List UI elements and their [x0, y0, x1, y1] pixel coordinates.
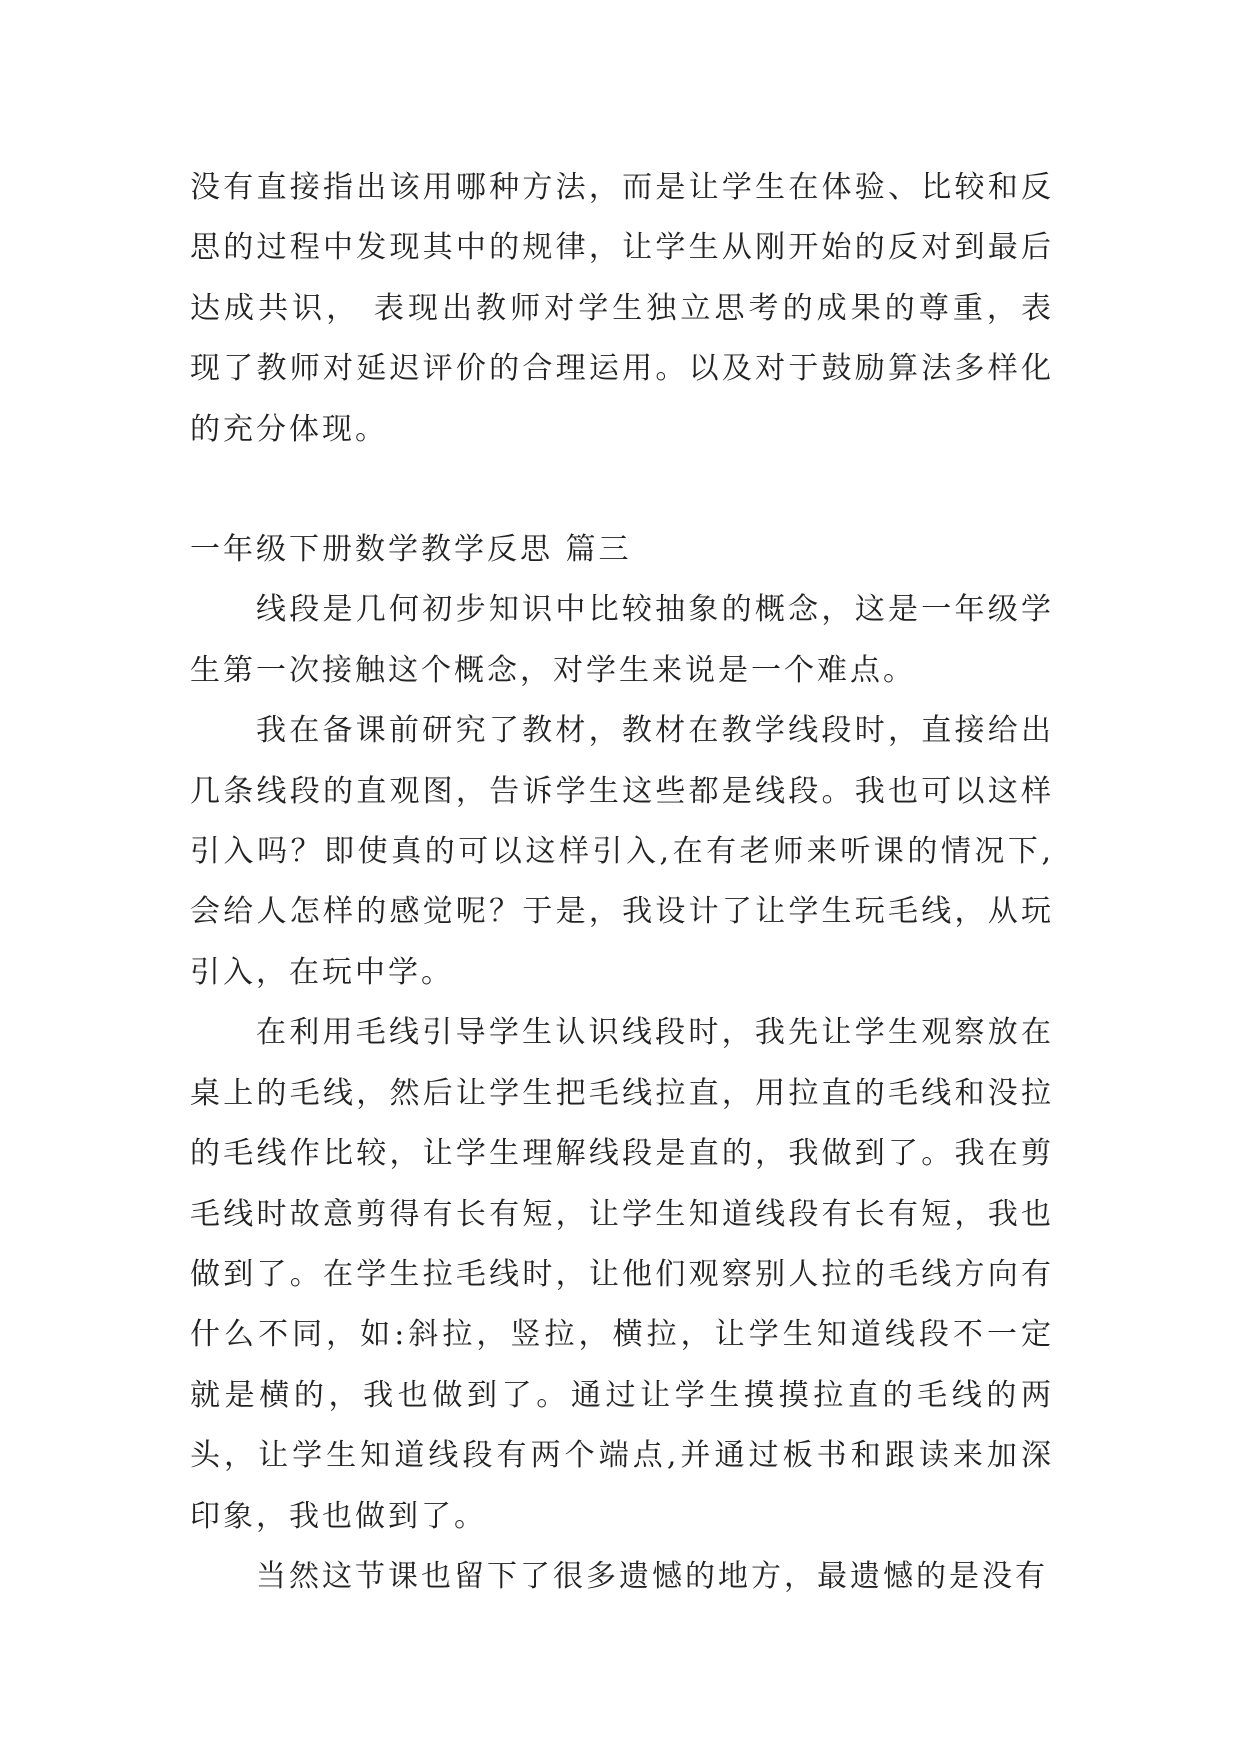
paragraph: 线段是几何初步知识中比较抽象的概念，这是一年级学生第一次接触这个概念，对学生来说是一个难点。 [190, 592, 1054, 688]
paragraph: 当然这节课也留下了很多遗憾的地方，最遗憾的是没有 [256, 1558, 1048, 1594]
section-spacer [190, 460, 1054, 520]
paragraph: 我在备课前研究了教材，教材在教学线段时，直接给出几条线段的直观图，告诉学生这些都是线段。我也可以这样引入吗？即使真的可以这样引入,在有老师来听课的情况下,会给人怎样的感觉呢？于是，我设计了让学生玩毛线，从玩引入，在玩中学。 [190, 713, 1054, 990]
document-body [190, 158, 1054, 1607]
paragraph: 在利用毛线引导学生认识线段时，我先让学生观察放在桌上的毛线，然后让学生把毛线拉直，用拉直的毛线和没拉的毛线作比较，让学生理解线段是直的，我做到了。我在剪毛线时故意剪得有长有短，让学生知道线段有长有短，我也做到了。在学生拉毛线时，让他们观察别人拉的毛线方向有什么不同，如:斜拉，竖拉，横拉，让学生知道线段不一定就是横的，我也做到了。通过让学生摸摸拉直的毛线的两头，让学生知道线段有两个端点,并通过板书和跟读来加深印象，我也做到了。 [190, 1015, 1054, 1534]
section-title: 一年级下册数学教学反思 篇三 [190, 532, 632, 568]
intro-paragraph: 没有直接指出该用哪种方法，而是让学生在体验、比较和反思的过程中发现其中的规律，让学生从刚开始的反对到最后达成共识， 表现出教师对学生独立思考的成果的尊重，表现了教师对延迟评价的合理运用。以及对于鼓励算法多样化的充分体现。 [190, 170, 1054, 447]
